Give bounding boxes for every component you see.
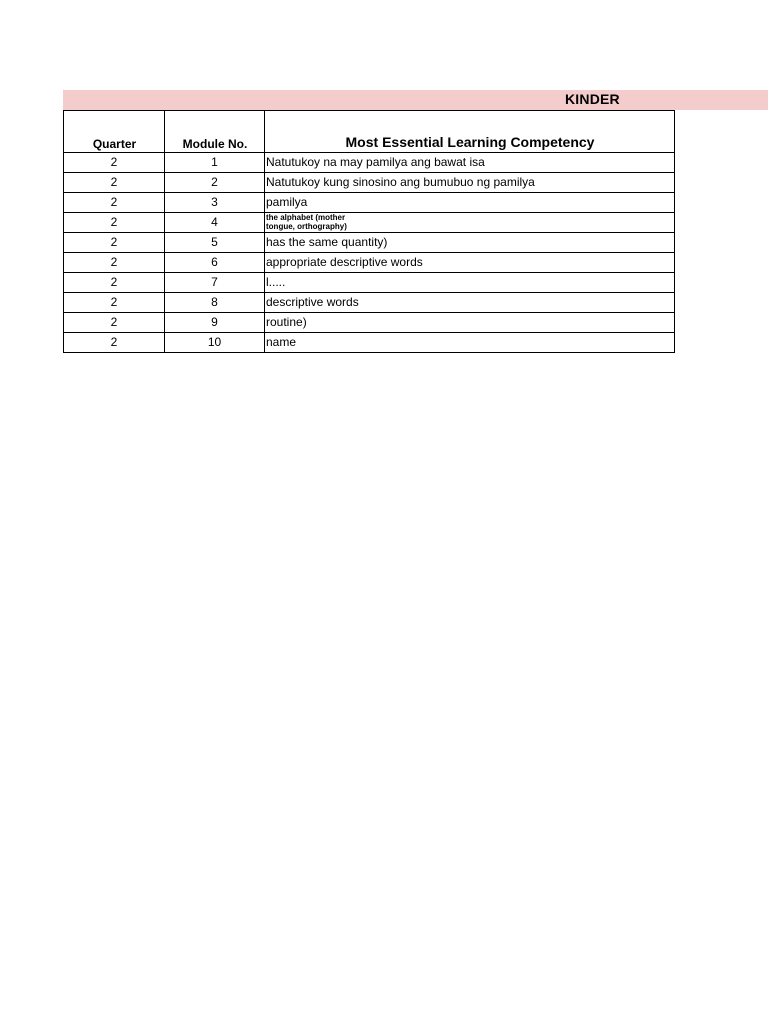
competency-cell: has the same quantity) xyxy=(265,233,675,253)
competency-cell: appropriate descriptive words xyxy=(265,253,675,273)
table-row xyxy=(64,173,675,193)
quarter-cell: 2 xyxy=(64,293,165,313)
table-row xyxy=(64,313,675,333)
quarter-cell: 2 xyxy=(64,333,165,353)
module-cell: 3 xyxy=(165,193,265,213)
module-cell: 10 xyxy=(165,333,265,353)
quarter-cell: 2 xyxy=(64,193,165,213)
competency-cell: descriptive words xyxy=(265,293,675,313)
competency-cell: Natutukoy kung sinosino ang bumubuo ng pamilya xyxy=(265,173,675,193)
table-row xyxy=(64,333,675,353)
module-cell: 6 xyxy=(165,253,265,273)
competency-cell: name xyxy=(265,333,675,353)
quarter-cell: 2 xyxy=(64,253,165,273)
grade-level-title: KINDER xyxy=(565,91,620,107)
melc-table xyxy=(63,110,675,353)
module-cell: 4 xyxy=(165,213,265,233)
module-cell: 5 xyxy=(165,233,265,253)
module-cell: 1 xyxy=(165,153,265,173)
module-cell: 9 xyxy=(165,313,265,333)
table-row xyxy=(64,233,675,253)
table-row xyxy=(64,253,675,273)
table-row xyxy=(64,193,675,213)
table-row xyxy=(64,153,675,173)
quarter-cell: 2 xyxy=(64,213,165,233)
table-row xyxy=(64,273,675,293)
competency-cell xyxy=(265,213,675,233)
competency-cell: Natutukoy na may pamilya ang bawat isa xyxy=(265,153,675,173)
competency-cell: routine) xyxy=(265,313,675,333)
competency-cell: l..... xyxy=(265,273,675,293)
table-row xyxy=(64,293,675,313)
header-competency: Most Essential Learning Competency xyxy=(265,111,675,153)
competency-line-2: tongue, orthography) xyxy=(266,222,347,231)
module-cell: 2 xyxy=(165,173,265,193)
quarter-cell: 2 xyxy=(64,313,165,333)
module-cell: 8 xyxy=(165,293,265,313)
competency-line-1: the alphabet (mother xyxy=(266,213,346,222)
grade-level-banner xyxy=(63,90,768,110)
table-row xyxy=(64,213,675,233)
quarter-cell: 2 xyxy=(64,153,165,173)
header-quarter: Quarter xyxy=(64,111,165,153)
quarter-cell: 2 xyxy=(64,173,165,193)
module-cell: 7 xyxy=(165,273,265,293)
competency-cell: pamilya xyxy=(265,193,675,213)
header-module-no: Module No. xyxy=(165,111,265,153)
quarter-cell: 2 xyxy=(64,273,165,293)
table-header-row xyxy=(64,111,675,153)
quarter-cell: 2 xyxy=(64,233,165,253)
